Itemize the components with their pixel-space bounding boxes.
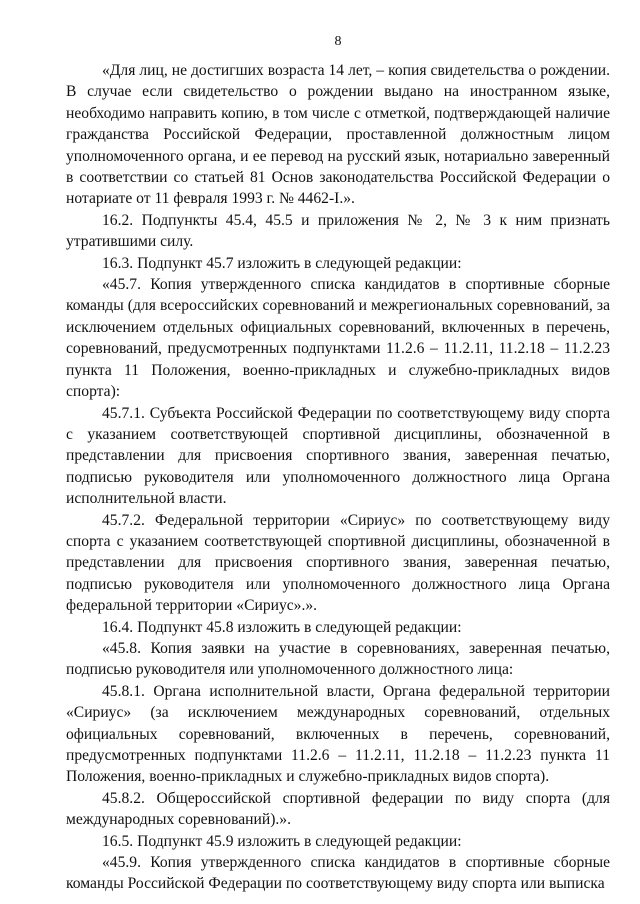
paragraph-birth-certificate: «Для лиц, не достигших возраста 14 лет, – копия свидетельства о рождении. В случае если свидетельство о рождении выдано на иностранном языке, необходимо направить копию, в том числе с отметкой, подтверждающей наличие гражданства Российской Федерации, проставленной должностным лицом уполномоченного органа, и ее перевод на русский язык, нотариально заверенный в соответствии со статьей 81 Основ законодательства Российской Федерации о нотариате от 11 февраля 1993 г. № 4462-I.». [66,62,610,208]
paragraph-45-7-2: 45.7.2. Федеральной территории «Сириус» по соответствующему виду спорта с указанием соответствующей спортивной дисциплины, обозначенной в представлении для присвоения спортивного звания, заверенная печатью, подписью руководителя или уполномоченного должностного лица Органа федеральной территории «Сириус».». [66,511,610,615]
document-body [66,60,610,895]
paragraph-45-8-1: 45.8.1. Органа исполнительной власти, Органа федеральной территории «Сириус» (за исключением международных соревнований, отдельных официальных соревнований, включенных в перечень, соревнований, предусмотренных подпунктами 11.2.6 – 11.2.11, 11.2.18 – 11.2.23 пункта 11 Положения, военно-прикладных и служебно-прикладных видов спорта). [66,682,610,786]
page-number: 8 [334,34,342,49]
paragraph-45-7: «45.7. Копия утвержденного списка кандидатов в спортивные сборные команды (для всероссийских соревнований и межрегиональных соревнований, за исключением отдельных официальных соревнований, включенных в перечень, соревнований, предусмотренных подпунктами 11.2.6 – 11.2.11, 11.2.18 – 11.2.23 пункта 11 Положения, военно-прикладных и служебно-прикладных видов спорта): [66,276,610,401]
paragraph-16-5: 16.5. Подпункт 45.9 изложить в следующей редакции: [102,832,462,850]
paragraph-16-2: 16.2. Подпункты 45.4, 45.5 и приложения № 2, № 3 к ним признать утратившими силу. [66,211,610,251]
paragraph-16-3: 16.3. Подпункт 45.7 изложить в следующей редакции: [102,254,462,272]
paragraph-16-4: 16.4. Подпункт 45.8 изложить в следующей редакции: [102,618,462,636]
paragraph-45-7-1: 45.7.1. Субъекта Российской Федерации по соответствующему виду спорта с указанием соответствующей спортивной дисциплины, обозначенной в представлении для присвоения спортивного звания, заверенная печатью, подписью руководителя или уполномоченного должностного лица Органа исполнительной власти. [66,404,610,508]
paragraph-45-8-2: 45.8.2. Общероссийской спортивной федерации по виду спорта (для международных соревнований).». [66,789,610,829]
paragraph-45-8: «45.8. Копия заявки на участие в соревнованиях, заверенная печатью, подписью руководителя или уполномоченного должностного лица: [66,639,610,679]
paragraph-45-9: «45.9. Копия утвержденного списка кандидатов в спортивные сборные команды Российской Федерации по соответствующему виду спорта или выписка [66,854,610,893]
